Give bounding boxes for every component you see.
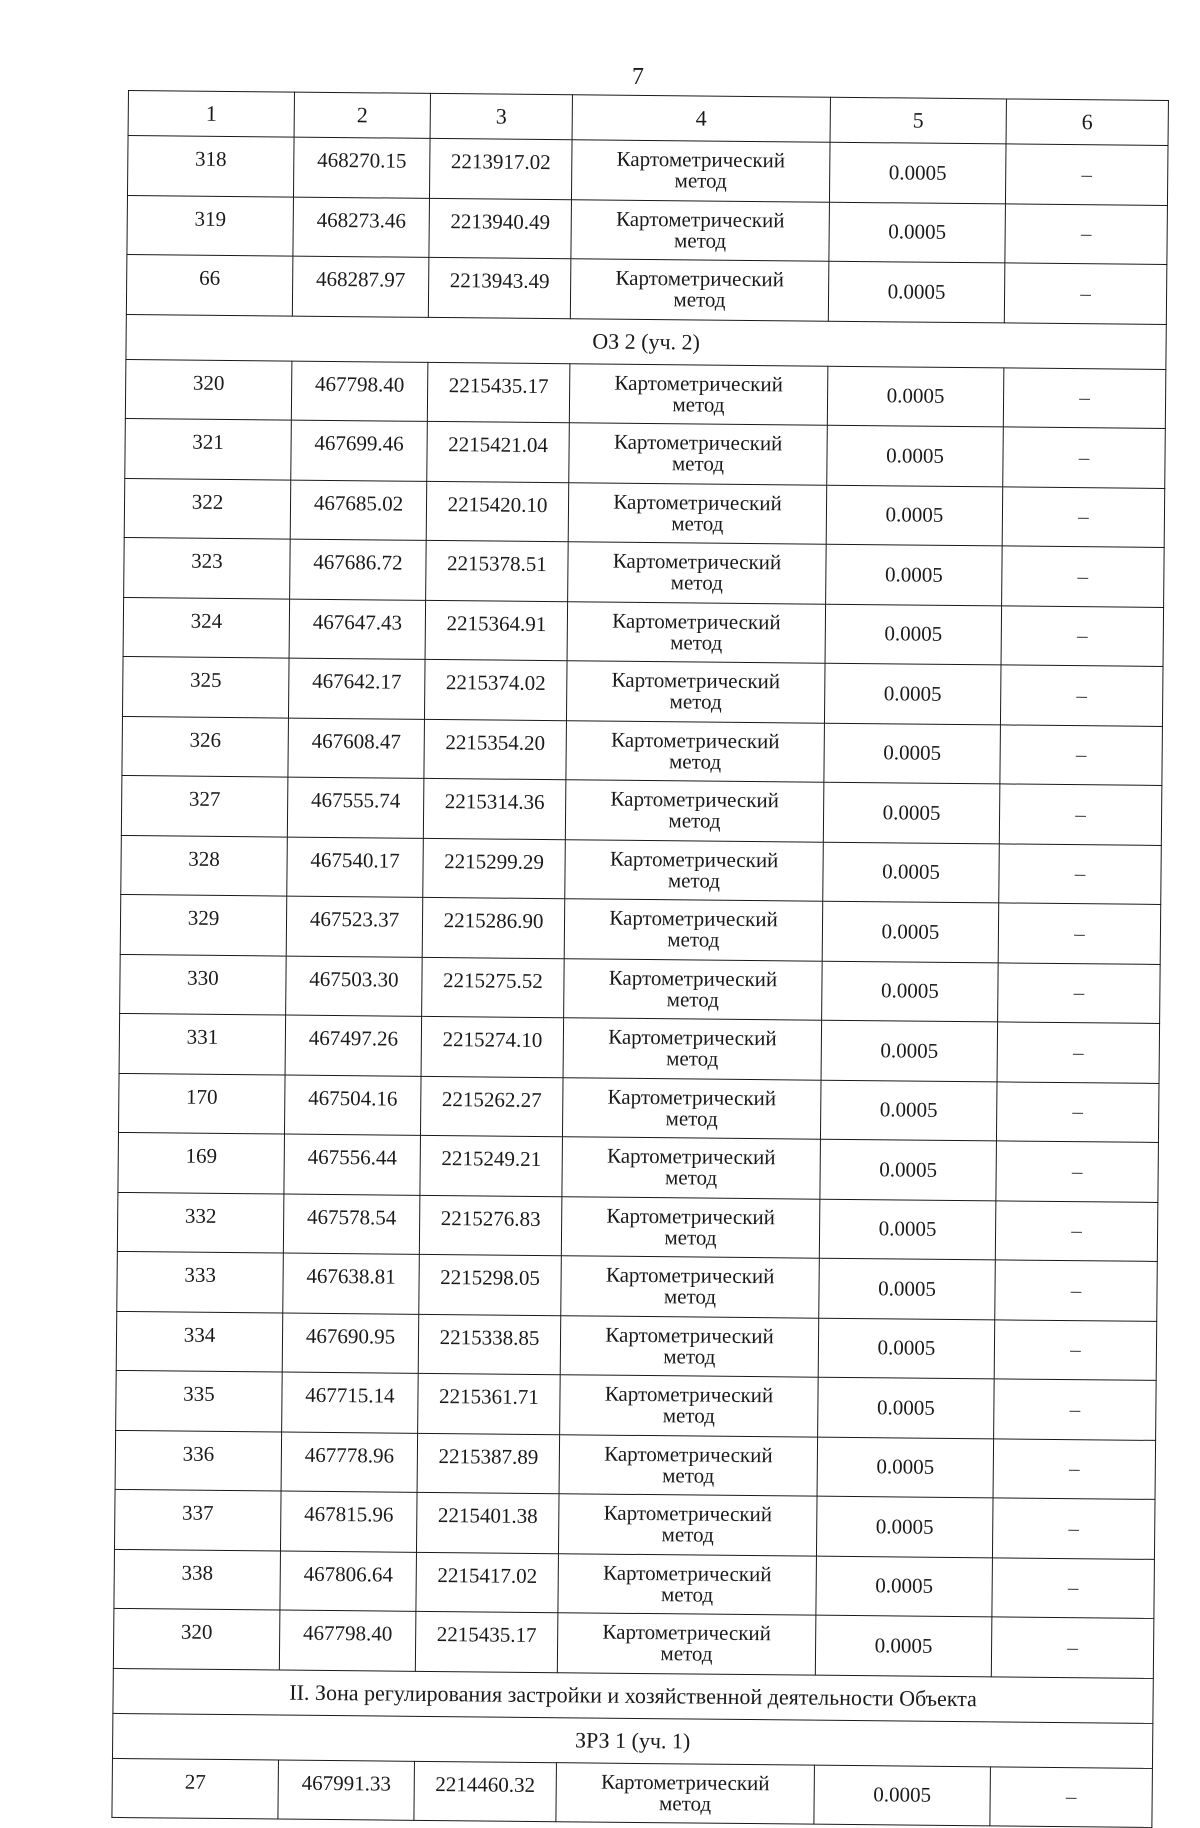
method-line-1: Картометрический [609, 846, 779, 873]
coord-y-cell: 2215314.36 [423, 778, 566, 839]
method-line-1: Картометрический [605, 1322, 774, 1349]
method-cell [559, 1434, 818, 1496]
point-number-cell: 335 [116, 1370, 283, 1431]
point-number-cell: 337 [114, 1489, 281, 1550]
method-cell [558, 1553, 817, 1615]
coord-y-cell: 2215275.52 [422, 957, 565, 1018]
method-cell [563, 1018, 822, 1080]
table-row [126, 254, 1167, 323]
method-line-2: метод [674, 168, 727, 194]
method-line-2: метод [664, 1165, 718, 1190]
method-cell [569, 363, 828, 425]
accuracy-cell: 0.0005 [815, 1615, 992, 1676]
table-row [124, 478, 1165, 547]
table-row [122, 656, 1163, 725]
method-line-2: метод [668, 748, 722, 774]
coord-y-cell: 2215274.10 [421, 1016, 564, 1077]
coordinates-table [111, 90, 1169, 1828]
method-line-1: Картометрический [615, 206, 785, 233]
note-cell: – [1004, 263, 1167, 324]
method-line-1: Картометрический [610, 786, 780, 813]
method-line-1: Картометрический [602, 1560, 772, 1586]
accuracy-cell: 0.0005 [826, 485, 1003, 546]
coord-x-cell: 467608.47 [288, 718, 425, 779]
coord-y-cell: 2215298.05 [419, 1254, 562, 1315]
coord-x-cell: 467991.33 [278, 1760, 415, 1821]
coord-x-cell: 467555.74 [287, 777, 424, 838]
method-cell [564, 899, 823, 961]
coord-x-cell: 467578.54 [283, 1194, 420, 1255]
coord-x-cell: 467523.37 [286, 896, 423, 957]
method-line-1: Картометрический [606, 1143, 776, 1170]
point-number-cell: 320 [125, 359, 292, 420]
coord-x-cell: 467503.30 [286, 956, 423, 1017]
point-number-cell: 328 [121, 835, 288, 896]
note-cell: – [1000, 724, 1163, 785]
coord-y-cell: 2215421.04 [427, 421, 570, 482]
table-row [124, 537, 1165, 606]
note-cell: – [995, 1260, 1158, 1321]
point-number-cell: 338 [114, 1549, 281, 1610]
method-cell [561, 1196, 820, 1258]
method-line-1: Картометрический [603, 1500, 773, 1527]
coord-y-cell: 2215299.29 [423, 838, 566, 899]
accuracy-cell: 0.0005 [824, 723, 1001, 784]
method-cell [560, 1375, 819, 1437]
coord-x-cell: 467699.46 [291, 420, 428, 481]
note-cell: – [990, 1766, 1153, 1827]
note-cell: – [994, 1319, 1157, 1380]
accuracy-cell: 0.0005 [825, 604, 1002, 665]
table-row [114, 1549, 1155, 1618]
point-number-cell: 332 [117, 1192, 284, 1253]
point-number-cell: 333 [117, 1251, 284, 1312]
column-header: 4 [572, 95, 830, 142]
table-body [112, 136, 1168, 1828]
note-cell: – [1005, 144, 1168, 205]
method-line-1: Картометрический [610, 727, 780, 754]
method-line-2: метод [662, 1403, 715, 1428]
accuracy-cell: 0.0005 [817, 1437, 994, 1498]
point-number-cell: 318 [127, 136, 294, 197]
point-number-cell: 323 [124, 537, 291, 598]
coord-y-cell: 2215361.71 [418, 1373, 561, 1434]
method-line-1: Картометрический [607, 1084, 777, 1111]
point-number-cell: 169 [118, 1132, 285, 1193]
method-line-1: Картометрический [602, 1619, 772, 1646]
point-number-cell: 170 [118, 1073, 285, 1134]
table-row [117, 1192, 1158, 1261]
method-cell [562, 1077, 821, 1139]
method-line-2: метод [660, 1581, 714, 1607]
coordinates-table-wrapper [111, 90, 1168, 1828]
point-number-cell: 330 [120, 954, 287, 1015]
method-line-2: метод [667, 927, 720, 952]
method-cell [571, 199, 830, 261]
point-number-cell: 336 [115, 1430, 282, 1491]
coord-x-cell: 467798.40 [279, 1610, 416, 1671]
note-cell: – [993, 1438, 1156, 1499]
point-number-cell: 322 [124, 478, 291, 539]
coord-x-cell: 467686.72 [290, 539, 427, 600]
method-line-2: метод [667, 867, 721, 893]
note-cell: – [998, 962, 1161, 1023]
method-cell [571, 140, 830, 202]
coord-y-cell: 2215435.17 [415, 1611, 558, 1672]
method-cell [556, 1762, 815, 1824]
table-row [118, 1073, 1159, 1142]
coord-y-cell: 2215435.17 [427, 362, 570, 423]
coord-x-cell: 467715.14 [282, 1372, 419, 1433]
accuracy-cell: 0.0005 [820, 1139, 997, 1200]
method-line-1: Картометрический [612, 548, 782, 575]
accuracy-cell: 0.0005 [814, 1765, 991, 1826]
method-line-2: метод [661, 1522, 714, 1547]
note-cell: – [1003, 427, 1166, 488]
table-row [121, 835, 1162, 904]
accuracy-cell: 0.0005 [827, 425, 1004, 486]
coord-x-cell: 467806.64 [280, 1551, 417, 1612]
coord-y-cell: 2215378.51 [426, 540, 569, 601]
column-header: 6 [1006, 99, 1168, 146]
note-cell: – [999, 784, 1162, 845]
accuracy-cell: 0.0005 [822, 961, 999, 1022]
accuracy-cell: 0.0005 [818, 1318, 995, 1379]
method-line-2: метод [658, 1790, 712, 1816]
coord-x-cell: 467690.95 [282, 1313, 419, 1374]
column-header: 3 [430, 93, 572, 139]
method-line-2: метод [673, 287, 726, 312]
method-line-1: Картометрический [613, 429, 783, 456]
coord-y-cell: 2215262.27 [420, 1076, 563, 1137]
accuracy-cell: 0.0005 [823, 842, 1000, 903]
method-cell [564, 958, 823, 1020]
note-cell: – [996, 1141, 1159, 1202]
table-row [118, 1132, 1159, 1201]
method-cell [565, 839, 824, 901]
coord-x-cell: 467778.96 [281, 1432, 418, 1493]
table-row [116, 1311, 1157, 1380]
coord-y-cell: 2215286.90 [422, 897, 565, 958]
method-line-2: метод [670, 629, 723, 655]
method-line-2: метод [660, 1641, 713, 1666]
point-number-cell: 320 [113, 1608, 280, 1669]
method-line-2: метод [668, 808, 721, 833]
accuracy-cell: 0.0005 [829, 142, 1006, 203]
point-number-cell: 325 [122, 656, 289, 717]
point-number-cell: 66 [126, 254, 293, 315]
method-cell [568, 542, 827, 604]
note-cell: – [994, 1379, 1157, 1440]
coord-y-cell: 2215354.20 [424, 719, 567, 780]
method-line-1: Картометрический [614, 370, 784, 397]
coord-x-cell: 467647.43 [289, 599, 426, 660]
coord-y-cell: 2215420.10 [426, 481, 569, 542]
point-number-cell: 326 [122, 716, 289, 777]
section-title: ОЗ 2 (уч. 2) [126, 314, 1166, 369]
method-cell [569, 423, 828, 485]
coord-x-cell: 467504.16 [284, 1075, 421, 1136]
accuracy-cell: 0.0005 [823, 782, 1000, 843]
point-number-cell: 329 [120, 894, 287, 955]
note-cell: – [1005, 203, 1168, 264]
method-line-2: метод [670, 570, 723, 595]
method-cell [557, 1613, 816, 1675]
table-row [127, 136, 1168, 205]
note-cell: – [1002, 546, 1165, 607]
accuracy-cell: 0.0005 [826, 544, 1003, 605]
coord-y-cell: 2215276.83 [419, 1195, 562, 1256]
table-row [116, 1370, 1157, 1439]
method-cell [568, 482, 827, 544]
method-line-1: Картометрический [612, 608, 781, 635]
coord-y-cell: 2215364.91 [425, 600, 568, 661]
method-line-2: метод [664, 1224, 717, 1250]
method-line-1: Картометрический [605, 1262, 775, 1289]
method-line-2: метод [671, 510, 724, 536]
table-row [125, 418, 1166, 487]
point-number-cell: 324 [123, 597, 290, 658]
table-row [120, 894, 1161, 963]
note-cell: – [999, 843, 1162, 904]
table-row [119, 1013, 1160, 1082]
accuracy-cell: 0.0005 [816, 1556, 993, 1617]
coord-y-cell: 2213940.49 [429, 198, 572, 259]
point-number-cell: 334 [116, 1311, 283, 1372]
table-row [121, 775, 1162, 844]
note-cell: – [995, 1200, 1158, 1261]
method-line-2: метод [663, 1284, 717, 1309]
coord-y-cell: 2215387.89 [417, 1433, 560, 1494]
coord-x-cell: 467556.44 [284, 1134, 421, 1195]
table-row [115, 1430, 1156, 1499]
method-cell [558, 1494, 817, 1556]
accuracy-cell: 0.0005 [824, 663, 1001, 724]
note-cell: – [991, 1617, 1154, 1678]
method-cell [560, 1315, 819, 1377]
accuracy-cell: 0.0005 [828, 261, 1005, 322]
method-cell [566, 661, 825, 723]
coord-x-cell: 467497.26 [285, 1015, 422, 1076]
accuracy-cell: 0.0005 [819, 1199, 996, 1260]
accuracy-cell: 0.0005 [827, 366, 1004, 427]
method-line-2: метод [666, 986, 719, 1012]
method-line-2: метод [669, 689, 722, 714]
page-number: 7 [632, 64, 644, 90]
accuracy-cell: 0.0005 [829, 202, 1006, 263]
note-cell: – [992, 1557, 1155, 1618]
method-cell [566, 720, 825, 782]
table-row [125, 359, 1166, 428]
table-row [112, 1758, 1153, 1827]
coord-y-cell: 2215417.02 [416, 1552, 559, 1613]
coord-y-cell: 2215249.21 [420, 1135, 563, 1196]
method-line-1: Картометрический [608, 1024, 777, 1051]
method-line-2: метод [671, 451, 725, 476]
method-line-1: Картометрический [616, 146, 786, 173]
method-line-1: Картометрический [606, 1203, 776, 1230]
method-cell [562, 1137, 821, 1199]
note-cell: – [1001, 605, 1164, 666]
method-line-2: метод [673, 227, 727, 253]
accuracy-cell: 0.0005 [819, 1258, 996, 1319]
accuracy-cell: 0.0005 [820, 1080, 997, 1141]
coord-x-cell: 467685.02 [290, 480, 427, 541]
coord-x-cell: 467815.96 [280, 1491, 417, 1552]
point-number-cell: 27 [112, 1758, 279, 1819]
accuracy-cell: 0.0005 [818, 1377, 995, 1438]
table-row [113, 1608, 1154, 1677]
coord-y-cell: 2215401.38 [416, 1492, 559, 1553]
coord-x-cell: 467642.17 [288, 658, 425, 719]
section-title: ЗРЗ 1 (уч. 1) [112, 1713, 1152, 1768]
coord-y-cell: 2213943.49 [428, 257, 571, 318]
method-cell [570, 259, 829, 321]
method-line-1: Картометрический [604, 1381, 774, 1408]
coord-x-cell: 468270.15 [293, 137, 430, 198]
accuracy-cell: 0.0005 [822, 901, 999, 962]
method-line-1: Картометрический [600, 1769, 770, 1795]
coord-y-cell: 2215338.85 [418, 1314, 561, 1375]
method-line-1: Картометрический [615, 265, 785, 292]
coord-y-cell: 2213917.02 [429, 138, 572, 199]
method-cell [561, 1256, 820, 1318]
note-cell: – [998, 903, 1161, 964]
coord-y-cell: 2215374.02 [424, 659, 567, 720]
note-cell: – [992, 1498, 1155, 1559]
method-line-2: метод [663, 1343, 716, 1369]
method-line-1: Картометрический [608, 965, 778, 992]
method-cell [567, 601, 826, 663]
coord-x-cell: 467798.40 [291, 361, 428, 422]
coord-x-cell: 467638.81 [283, 1253, 420, 1314]
point-number-cell: 327 [121, 775, 288, 836]
table-row [123, 597, 1164, 666]
table-row [114, 1489, 1155, 1558]
method-line-1: Картометрический [613, 489, 782, 516]
note-cell: – [997, 1022, 1160, 1083]
method-line-2: метод [665, 1105, 718, 1131]
column-header: 2 [294, 92, 430, 138]
coord-y-cell: 2214460.32 [414, 1761, 557, 1822]
method-line-1: Картометрический [604, 1441, 773, 1468]
table-row [117, 1251, 1158, 1320]
coord-x-cell: 468287.97 [292, 256, 429, 317]
accuracy-cell: 0.0005 [816, 1496, 993, 1557]
note-cell: – [996, 1081, 1159, 1142]
note-cell: – [1002, 486, 1165, 547]
note-cell: – [1003, 367, 1166, 428]
note-cell: – [1000, 665, 1163, 726]
coord-x-cell: 467540.17 [287, 837, 424, 898]
method-cell [565, 780, 824, 842]
column-header: 1 [128, 91, 294, 138]
section-title: II. Зона регулирования застройки и хозяйственной деятельности Объекта [113, 1668, 1153, 1723]
method-line-1: Картометрический [611, 667, 781, 694]
point-number-cell: 319 [127, 195, 294, 256]
method-line-1: Картометрический [609, 905, 778, 932]
column-header: 5 [830, 97, 1006, 144]
point-number-cell: 331 [119, 1013, 286, 1074]
point-number-cell: 321 [125, 418, 292, 479]
accuracy-cell: 0.0005 [821, 1020, 998, 1081]
method-line-2: метод [666, 1046, 719, 1071]
table-row [120, 954, 1161, 1023]
table-row [127, 195, 1168, 264]
table-row [122, 716, 1163, 785]
method-line-2: метод [662, 1462, 715, 1488]
method-line-2: метод [672, 391, 725, 417]
coord-x-cell: 468273.46 [293, 197, 430, 258]
